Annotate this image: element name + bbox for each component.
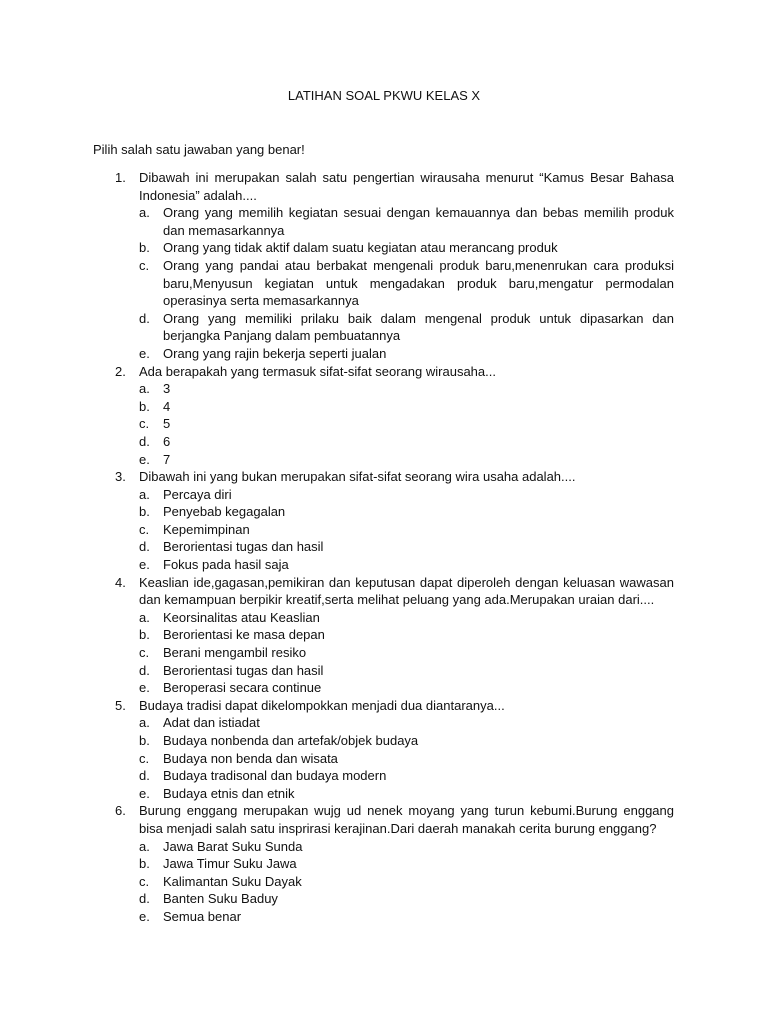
option-text: 3 [163, 381, 171, 397]
option-text: Kalimantan Suku Dayak [163, 873, 302, 889]
option-list [0, 486, 768, 574]
option-letter: c. [139, 645, 150, 661]
option-text: Jawa Barat Suku Sunda [163, 838, 303, 854]
answer-option [0, 626, 768, 644]
question-number: 4. [115, 574, 126, 590]
answer-option [0, 767, 768, 785]
option-text: 6 [163, 433, 171, 449]
option-letter: b. [139, 733, 150, 748]
option-list [0, 838, 768, 926]
option-text: Orang yang tidak aktif dalam suatu kegiatan atau merancang produk [163, 240, 558, 256]
answer-option [0, 433, 768, 451]
answer-option [0, 714, 768, 732]
option-text: Penyebab kegagalan [163, 504, 286, 520]
answer-option [0, 451, 768, 469]
answer-option [0, 538, 768, 556]
option-letter: b. [139, 856, 150, 872]
option-text: Budaya nonbenda dan artefak/objek budaya [163, 733, 419, 748]
question-item [0, 169, 768, 363]
answer-option [0, 398, 768, 416]
option-letter: d. [139, 539, 150, 555]
answer-option [0, 380, 768, 398]
option-text: Orang yang pandai atau berbakat mengenali produk baru,menenrukan cara produksi baru,Menyusun kegiatan untuk mengadakan produk baru,mengatur permodalan operasinya serta memasarkannya [163, 257, 674, 309]
option-letter: e. [139, 451, 150, 467]
option-letter: b. [139, 627, 150, 643]
answer-option [0, 785, 768, 803]
option-text: Jawa Timur Suku Jawa [163, 856, 297, 872]
question-item [0, 802, 768, 925]
option-letter: a. [139, 486, 150, 502]
option-letter: d. [139, 433, 150, 449]
option-text: Keorsinalitas atau Keaslian [163, 609, 320, 625]
answer-option [0, 644, 768, 662]
option-text: Berorientasi ke masa depan [163, 627, 325, 643]
option-letter: d. [139, 768, 150, 784]
answer-option [0, 732, 768, 750]
question-number: 2. [115, 363, 126, 379]
answer-option [0, 679, 768, 697]
option-letter: c. [139, 257, 150, 273]
option-list [0, 609, 768, 697]
answer-option [0, 662, 768, 680]
option-letter: d. [139, 310, 150, 326]
answer-option [0, 556, 768, 574]
option-text: Orang yang rajin bekerja seperti jualan [163, 345, 387, 361]
question-item [0, 574, 768, 697]
option-text: Budaya etnis dan etnik [163, 785, 295, 801]
option-letter: a. [139, 205, 150, 221]
question-text: Dibawah ini yang bukan merupakan sifat-sifat seorang wira usaha adalah.... [139, 469, 576, 485]
option-text: Orang yang memiliki prilaku baik dalam mengenal produk untuk dipasarkan dan berjangka Panjang dalam pembuatannya [163, 310, 674, 344]
answer-option [0, 239, 768, 257]
option-letter: b. [139, 504, 150, 520]
question-item [0, 697, 768, 803]
option-text: Berorientasi tugas dan hasil [163, 662, 324, 678]
option-letter: c. [139, 521, 150, 537]
instruction-text: Pilih salah satu jawaban yang benar! [93, 142, 305, 157]
option-text: Semua benar [163, 908, 242, 924]
answer-option [0, 908, 768, 926]
option-text: 5 [163, 416, 171, 432]
option-letter: a. [139, 715, 150, 731]
option-letter: e. [139, 908, 150, 924]
question-text: Dibawah ini merupakan salah satu pengertian wirausaha menurut “Kamus Besar Bahasa Indonesia” adalah.... [139, 170, 674, 203]
option-list [0, 380, 768, 468]
question-item [0, 363, 768, 469]
option-text: 4 [163, 398, 171, 414]
option-letter: e. [139, 557, 150, 573]
answer-option [0, 345, 768, 363]
option-letter: c. [139, 416, 150, 432]
answer-option [0, 890, 768, 908]
question-text: Burung enggang merupakan wujg ud nenek moyang yang turun kebumi.Burung enggang bisa menjadi salah satu insprirasi kerajinan.Dari daerah manakah cerita burung enggang? [139, 803, 674, 836]
answer-option [0, 750, 768, 768]
option-letter: a. [139, 381, 150, 397]
option-text: Banten Suku Baduy [163, 891, 278, 907]
option-text: Orang yang memilih kegiatan sesuai dengan kemauannya dan bebas memilih produk dan memasarkannya [163, 205, 674, 238]
answer-option [0, 855, 768, 873]
question-number: 5. [115, 697, 126, 713]
option-letter: b. [139, 398, 150, 414]
answer-option [0, 310, 768, 345]
answer-option [0, 486, 768, 504]
option-letter: e. [139, 345, 150, 361]
option-letter: d. [139, 662, 150, 678]
option-text: Budaya non benda dan wisata [163, 750, 338, 766]
option-list [0, 714, 768, 802]
option-letter: a. [139, 838, 150, 854]
answer-option [0, 415, 768, 433]
option-letter: a. [139, 609, 150, 625]
option-list [0, 204, 768, 362]
question-number: 1. [115, 170, 126, 185]
option-text: Berani mengambil resiko [163, 645, 307, 661]
answer-option [0, 503, 768, 521]
question-list [0, 169, 768, 926]
answer-option [0, 521, 768, 539]
option-letter: e. [139, 785, 150, 801]
question-item [0, 468, 768, 574]
question-text: Budaya tradisi dapat dikelompokkan menjadi dua diantaranya... [139, 697, 505, 713]
answer-option [0, 609, 768, 627]
option-letter: b. [139, 240, 150, 256]
option-text: 7 [163, 451, 171, 467]
option-text: Budaya tradisonal dan budaya modern [163, 768, 387, 784]
question-text: Keaslian ide,gagasan,pemikiran dan keputusan dapat diperoleh dengan keluasan wawasan dan kemampuan berpikir kreatif,serta melihat peluang yang ada.Merupakan uraian dari.... [139, 574, 674, 608]
option-letter: c. [139, 873, 150, 889]
question-text: Ada berapakah yang termasuk sifat-sifat seorang wirausaha... [139, 363, 496, 379]
option-text: Kepemimpinan [163, 521, 250, 537]
option-text: Beroperasi secara continue [163, 680, 322, 696]
option-text: Adat dan istiadat [163, 715, 260, 731]
answer-option [0, 838, 768, 856]
option-text: Percaya diri [163, 486, 232, 502]
option-text: Berorientasi tugas dan hasil [163, 539, 324, 555]
answer-option [0, 204, 768, 239]
option-letter: d. [139, 891, 150, 907]
option-letter: c. [139, 750, 150, 766]
option-text: Fokus pada hasil saja [163, 557, 289, 573]
question-number: 6. [115, 803, 126, 819]
option-letter: e. [139, 680, 150, 696]
answer-option [0, 873, 768, 891]
document-title: LATIHAN SOAL PKWU KELAS X [287, 88, 481, 103]
answer-option [0, 257, 768, 310]
question-number: 3. [115, 469, 126, 485]
